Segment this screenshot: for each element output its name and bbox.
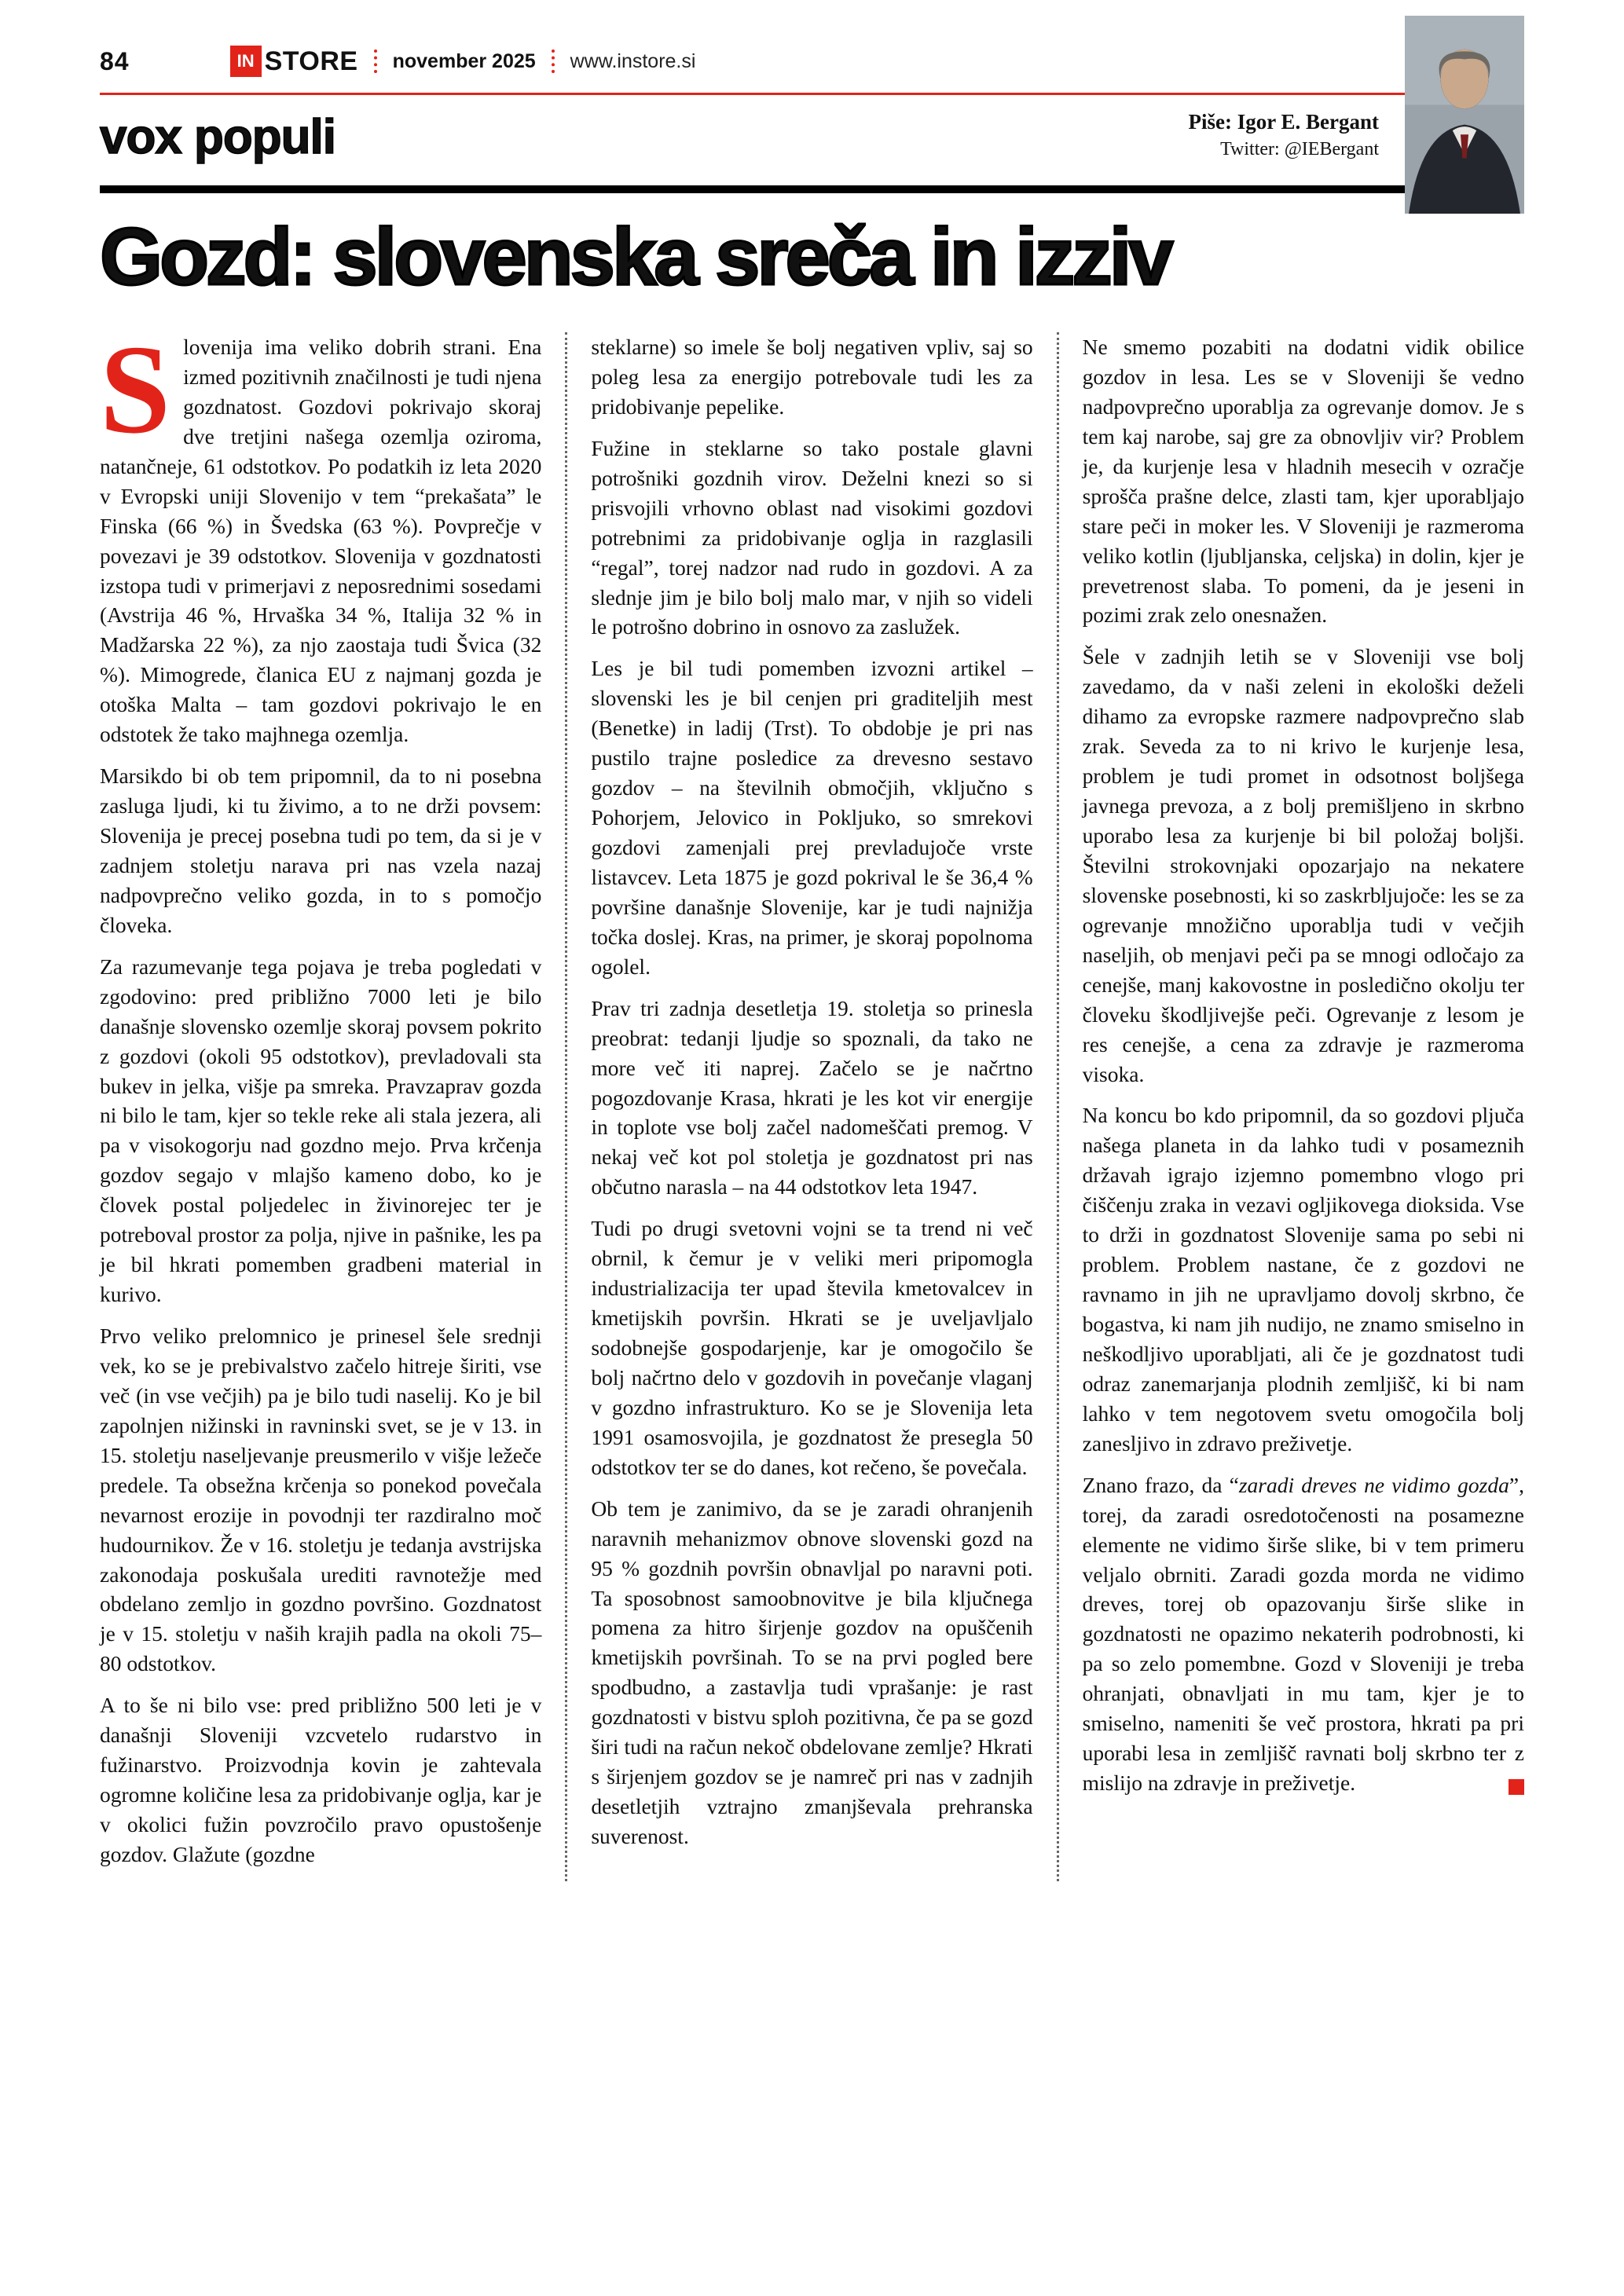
paragraph	[591, 994, 1032, 1203]
paragraph	[100, 1690, 541, 1869]
paragraph-text: Ob tem je zanimivo, da se je zaradi ohranjenih naravnih mehanizmov obnove slovenski gozd na 95 % gozdnih površin obnavljal po naravni poti. Ta sposobnost samoobnovitve je bila ključnega pomena za hitro širjenje gozdov na opuščenih kmetijskih površinah. To se na prvi pogled bere spodbudno, a zastavlja tudi vprašanje: je rast gozdnatosti v bistvu sploh pozitivna, če pa se gozd širi tudi na račun nekoč obdelovane zemlje? Hkrati s širjenjem gozdov se je namreč pri nas v zadnjih desetletjih vztrajno zmanjševala prehranska suverenost.	[591, 1496, 1033, 1849]
paragraph-text: Les je bil tudi pomemben izvozni artikel – slovenski les je bil cenjen pri graditeljih mest (Benetke) in ladij (Trst). To obdobje je pri nas pustilo trajne posledice za drevesno sestavo gozdov – na številnih območjih, vključno s Pohorjem, Jelovico in Pokljuko, so smrekovi gozdovi zamenjali prej prevladujoče vrste listavcev. Leta 1875 je gozd pokrival le še 36,4 % površine današnje Slovenije, kar je tudi najnižja točka doslej. Kras, na primer, je skoraj popolnoma ogolel.	[591, 656, 1033, 979]
paragraph-text: ”, torej, da zaradi osredotočenosti na posamezne elemente ne vidimo širše slike, bi v tem primeru veljalo obrniti. Zaradi gozda morda ne vidimo dreves, torej ob opazovanju širše slike in gozdnatosti ne opazimo nekaterih podrobnosti, ki pa so zelo pomembne. Gozd v Sloveniji je treba ohranjati, obnavljati in mu tam, kjer je to smiselno, nameniti še več prostora, hkrati pa pri uporabi lesa in zemljišč ravnati bolj skrbno ter z mislijo na zdravje in preživetje.	[1082, 1472, 1524, 1796]
paragraph-text: steklarne) so imele še bolj negativen vpliv, saj so poleg lesa za energijo potrebovale tudi les za pridobivanje pepelike.	[591, 335, 1033, 419]
article-columns	[100, 320, 1524, 1881]
paragraph-text: A to še ni bilo vse: pred približno 500 leti je v današnji Sloveniji vzcvetelo rudarstvo in fužinarstvo. Proizvodnja kovin je zahtevala ogromne količine lesa za pridobivanje oglja, kar je v okolici fužin povzročilo pravo opustošenje gozdov. Glažute (gozdne	[100, 1693, 542, 1866]
paragraph	[100, 952, 541, 1309]
logo-in-box: IN	[230, 46, 262, 77]
instore-logo	[230, 46, 358, 77]
paragraph	[591, 332, 1032, 422]
paragraph	[591, 1494, 1032, 1851]
paragraph	[591, 654, 1032, 981]
paragraph	[1083, 642, 1524, 1089]
paragraph	[1083, 1470, 1524, 1798]
headline-rule	[100, 185, 1524, 193]
article-column-2	[565, 332, 1056, 1881]
dropcap: S	[100, 320, 171, 461]
paragraph	[100, 761, 541, 940]
author-twitter: Twitter: @IEBergant	[1220, 139, 1379, 159]
paragraph-text: Ne smemo pozabiti na dodatni vidik obilice gozdov in lesa. Les se v Sloveniji še vedno nadpovprečno uporablja za ogrevanje domov. Je s tem kaj narobe, saj gre za obnovljiv vir? Problem je, da kurjenje lesa v hladnih mesecih v ozračje sprošča prašne delce, zlasti tam, kjer uporabljajo stare peči in moker les. V Sloveniji je razmeroma veliko kotlin (ljubljanska, celjska) in dolin, kjer je prevetrenost slaba. To pomeni, da je jeseni in pozimi zrak zelo onesnažen.	[1082, 335, 1524, 628]
paragraph-text: Fužine in steklarne so tako postale glavni potrošniki gozdnih virov. Deželni knezi so si prisvojili vrhovno oblast nad visokimi gozdovi potrebnimi za pridobivanje oglja in razglasili “regal”, torej nadzor nad rudo in gozdovi. A za slednje jim je bilo bolj malo mar, v njih so videli le potrošno dobrino in osnovo za zaslužek.	[591, 435, 1033, 639]
end-of-article-mark	[1509, 1779, 1524, 1795]
italic-quote: zaradi dreves ne vidimo gozda	[1238, 1472, 1509, 1497]
header-separator	[552, 49, 555, 73]
header-bar	[0, 0, 1624, 77]
article-column-3	[1057, 332, 1524, 1881]
paragraph-text: Na koncu bo kdo pripomnil, da so gozdovi pljuča našega planeta in da lahko tudi v posameznih državah igrajo izjemno pomembno vlogo pri čiščenju zraka in vezavi ogljikovega dioksida. Vse to drži in gozdnatost Slovenije sama po sebi ni problem. Problem nastane, če z gozdovi ne ravnamo in jih ne upravljamo dovolj skrbno, če bogastva, ki nam jih nudijo, ne znamo smiselno in neškodljivo uporabljati, ali če je gozdnatost tudi odraz zanemarjanja plodnih zemljišč, ki bi nam lahko v tem negotovem svetu omogočila bolj zanesljivo in zdravo preživetje.	[1082, 1103, 1524, 1456]
website-url: www.instore.si	[570, 49, 696, 72]
author-portrait-illustration	[1405, 16, 1524, 214]
paragraph	[100, 1321, 541, 1679]
paragraph-text: Šele v zadnjih letih se v Sloveniji vse bolj zavedamo, da v naši zeleni in ekološki deželi dihamo za evropske razmere nadpovprečno slab zrak. Seveda za to ni krivo le kurjenje lesa, problem je tudi promet in odsotnost boljšega javnega prevoza, a z bolj premišljeno in skrbno uporabo lesa za kurjenje bi bil položaj boljši. Številni strokovnjaki opozarjajo na nekatere slovenske posebnosti, ki so zaskrbljujoče: les se za ogrevanje množično uporablja tudi v večjih naseljih, ob menjavi peči pa se mnogi odločajo za cenejše, manj kakovostne in posledično okolju ter človeku škodljivejše peči. Ogrevanje z lesom je res cenejše, a cena za zdravje je razmeroma visoka.	[1082, 644, 1524, 1086]
author-byline: Piše: Igor E. Bergant	[1188, 110, 1379, 134]
paragraph-text: Za razumevanje tega pojava je treba pogledati v zgodovino: pred približno 7000 leti je bilo današnje slovensko ozemlje skoraj povsem pokrito z gozdovi (okoli 95 odstotkov), prevladovali sta bukev in jelka, višje pa smreka. Pravzaprav gozda ni bilo le tam, kjer so tekle reke ali stala jezera, ali pa v visokogorju nad gozdno mejo. Prva krčenja gozdov segajo v mlajšo kameno dobo, ko je človek postal poljedelec in živinorejec ter je potreboval prostor za polja, njive in pašnike, les pa je bil hkrati pomemben gradbeni material in kurivo.	[100, 954, 542, 1307]
paragraph	[1083, 1100, 1524, 1458]
page-number: 84	[100, 46, 130, 75]
author-photo	[1405, 16, 1524, 214]
logo-store-text: STORE	[264, 46, 358, 76]
paragraph	[1083, 332, 1524, 630]
article-column-1	[100, 320, 565, 1881]
paragraph	[591, 1214, 1032, 1481]
article-headline: Gozd: slovenska sreča in izziv	[100, 211, 1171, 302]
paragraph	[591, 434, 1032, 643]
author-credit	[1189, 110, 1379, 165]
paragraph-text: Znano frazo, da “	[1082, 1472, 1239, 1497]
paragraph-text: lovenija ima veliko dobrih strani. Ena izmed pozitivnih značilnosti je tudi njena gozdnatost. Gozdovi pokrivajo skoraj dve tretjini našega ozemlja oziroma, natančneje, 61 odstotkov. Po podatkih iz leta 2020 v Evropski uniji Slovenijo v tem “prekašata” le Finska (66 %) in Švedska (63 %). Povprečje v povezavi je 39 odstotkov. Slovenija v gozdnatosti izstopa tudi v primerjavi z neposrednimi sosedami (Avstrija 46 %, Hrvaška 34 %, Italija 32 % in Madžarska 22 %), za njo zaostaja tudi Švica (32 %). Mimogrede, članica EU z najmanj gozda je otoška Malta – tam gozdovi pokrivajo le en odstotek že tako majhnega ozemlja.	[100, 335, 542, 747]
section-row	[100, 109, 1524, 165]
header-separator	[374, 49, 377, 73]
paragraph-text: Tudi po drugi svetovni vojni se ta trend ni več obrnil, k čemur je v veliki meri pripomogla industrializacija ter upad števila kmetovalcev in kmetijskih površin. Hkrati se je uveljavljalo sodobnejše gospodarjenje, kar je omogočilo še bolj načrtno delo v gozdovih in povečanje vlaganj v gozdno infrastrukturo. Ko se je Slovenija leta 1991 osamosvojila, je gozdnatost že presegla 50 odstotkov ter se do danes, kot rečeno, še povečala.	[591, 1216, 1033, 1479]
paragraph-text: Marsikdo bi ob tem pripomnil, da to ni posebna zasluga ljudi, ki tu živimo, a to ne drži povsem: Slovenija je precej posebna tudi po tem, da si je v zadnjem stoletju narava pri nas vzela nazaj nadpovprečno veliko gozda, in to s pomočjo človeka.	[100, 764, 542, 937]
paragraph	[100, 320, 542, 749]
paragraph-text: Prvo veliko prelomnico je prinesel šele srednji vek, ko se je prebivalstvo začelo hitreje širiti, vse več (in vse večjih) pa je bilo tudi naselij. Ko je bil zapolnjen nižinski in ravninski svet, se je v 13. in 15. stoletju naseljevanje preusmerilo v višje ležeče predele. Ta obsežna krčenja so ponekod povečala nevarnost erozije in povodnji ter razdiralno moč hudournikov. Že v 16. stoletju je tedanja avstrijska zakonodaja poskušala urediti ravnotežje med obdelano zemljo in gozdno površino. Gozdnatost je v 15. stoletju v naših krajih padla na okoli 75–80 odstotkov.	[100, 1324, 542, 1676]
section-title: vox populi	[100, 110, 335, 164]
issue-date: november 2025	[392, 49, 536, 72]
header-rule	[100, 93, 1524, 95]
paragraph-text: Prav tri zadnja desetletja 19. stoletja so prinesla preobrat: tedanji ljudje so spoznali, da tako ne more več iti naprej. Začelo se je načrtno pogozdovanje Krasa, hkrati je les kot vir energije in toplote vse bolj začel nadomeščati premog. V nekaj več kot pol stoletja je gozdnatost pri nas občutno narasla – na 44 odstotkov leta 1947.	[591, 995, 1033, 1199]
